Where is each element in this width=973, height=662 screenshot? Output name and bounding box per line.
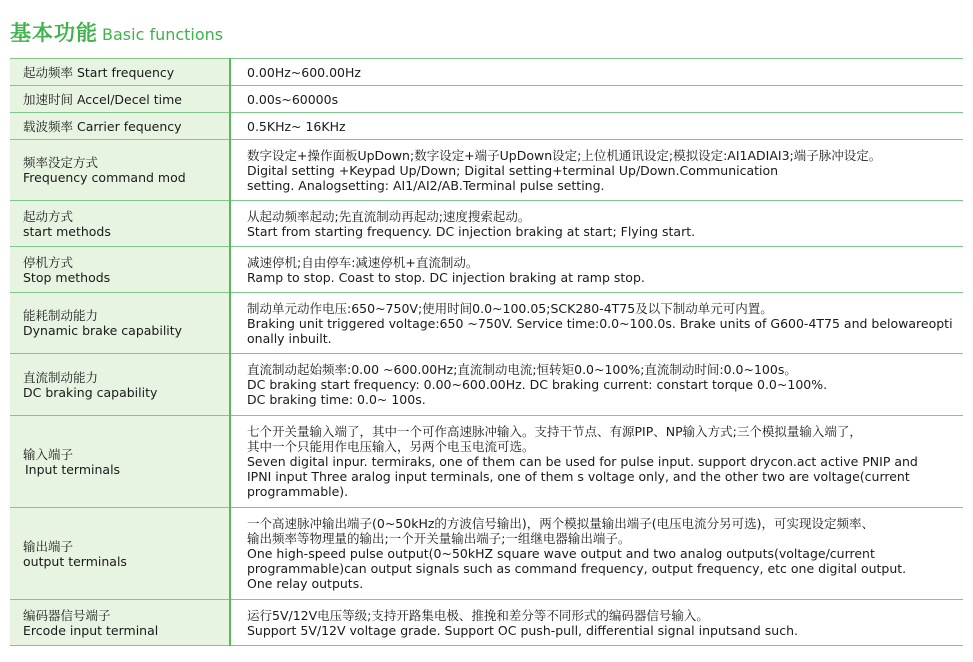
row-value	[230, 416, 963, 508]
spec-table	[10, 58, 963, 646]
label-line: Dynamic brake capability	[23, 323, 183, 338]
value-line: One relay outputs.	[247, 576, 364, 591]
row-label	[10, 354, 230, 416]
label-line: Frequency command mod	[23, 170, 186, 185]
value-line: Start from starting frequency. DC injection braking at start; Flying start.	[247, 223, 696, 239]
label-line: 停机方式	[23, 254, 74, 270]
row-value	[230, 201, 963, 247]
label-line: Input terminals	[25, 461, 121, 477]
row-label	[10, 140, 230, 201]
label-line: 起动频率 Start frequency	[23, 64, 175, 80]
label-line: 输入端子	[23, 446, 74, 462]
value-line: programmable)can output signals such as command frequency, output frequency, etc one digital output.	[247, 561, 907, 576]
row-label	[10, 113, 230, 140]
table-row	[10, 247, 963, 293]
label-line: 加速时间 Accel/Decel time	[23, 91, 182, 107]
row-value	[230, 247, 963, 293]
table-row	[10, 416, 963, 508]
label-line: Ercode input terminal	[23, 622, 159, 638]
row-value	[230, 140, 963, 201]
table-row	[10, 201, 963, 247]
value-line: DC braking time: 0.0~ 100s.	[247, 392, 426, 407]
value-line: 七个开关量输入端了，其中一个可作高速脉冲输入。支持干节点、有源PIP、NP输入方式;三个模拟量输入端了，	[247, 424, 862, 439]
value-line: onally inbuilt.	[247, 330, 332, 346]
value-line: 0.00s~60000s	[247, 91, 339, 107]
label-line: 频率没定方式	[23, 155, 99, 170]
label-line: 直流制动能力	[23, 369, 99, 385]
row-value	[230, 113, 963, 140]
table-row	[10, 113, 963, 140]
table-row	[10, 600, 963, 646]
value-line: 一个高速脉冲输出端子(0~50kHz的方波信号输出)，两个模拟量输出端子(电压电流分另可选)，可实现设定频率、	[247, 516, 875, 531]
label-line: 载波频率 Carrier fequency	[23, 118, 182, 134]
value-line: 0.5KHz~ 16KHz	[247, 118, 346, 134]
label-line: 输出端子	[23, 538, 74, 554]
row-value	[230, 508, 963, 600]
value-line: 其中一个只能用作电压输入，另两个电玉电流可选。	[247, 439, 535, 454]
row-label	[10, 59, 230, 86]
value-line: 减速停机;自由停车:减速停机+直流制动。	[247, 254, 479, 270]
value-line: 制动单元动作电压:650~750V;使用时间0.0~100.05;SCK280-4T75及以下制动单元可内置。	[247, 300, 773, 316]
row-value	[230, 59, 963, 86]
table-row	[10, 59, 963, 86]
value-line: Braking unit triggered voltage:650 ~750V. Service time:0.0~100.0s. Brake units of G600-4T75 and belowareopti	[247, 315, 953, 331]
label-line: DC braking capability	[23, 384, 158, 400]
value-line: 直流制动起始频率:0.00 ~600.00Hz;直流制动电流;恒转矩0.0~100%;直流制动时间:0.0~100s。	[247, 362, 797, 377]
label-line: start methods	[23, 223, 111, 239]
value-line: Digital setting +Keypad Up/Down; Digital setting+terminal Up/Down.Communication	[247, 162, 779, 178]
value-line: setting. Analogsetting: AI1/AI2/AB.Terminal pulse setting.	[247, 177, 605, 193]
value-line: 从起动频率起动;先直流制动再起动;速度搜索起动。	[247, 208, 531, 224]
row-label	[10, 86, 230, 113]
value-line: 0.00Hz~600.00Hz	[247, 64, 361, 80]
row-label	[10, 247, 230, 293]
row-label	[10, 508, 230, 600]
row-label	[10, 416, 230, 508]
page-title-en: Basic functions	[102, 25, 224, 44]
table-row	[10, 508, 963, 600]
page-title-cn: 基本功能	[10, 21, 98, 45]
label-line: Stop methods	[23, 269, 111, 285]
row-label	[10, 293, 230, 354]
label-line: 编码器信号端子	[23, 607, 111, 623]
row-value	[230, 293, 963, 354]
label-line: output terminals	[23, 553, 127, 569]
table-row	[10, 293, 963, 354]
value-line: 数字设定+操作面板UpDown;数字设定+端子UpDown设定;上位机通讯设定;模拟设定:AI1ADIAI3;端子脉冲设定。	[247, 147, 882, 163]
table-row	[10, 140, 963, 201]
value-line: programmable).	[247, 484, 349, 499]
label-line: 起动方式	[23, 208, 74, 224]
label-line: 能耗制动能力	[23, 308, 99, 323]
value-line: Support 5V/12V voltage grade. Support OC push-pull, differential signal inputsand such.	[247, 622, 798, 638]
row-label	[10, 600, 230, 646]
value-line: 输出频率等物理量的输出;一个开关量输出端子;一组继电器输出端子。	[247, 531, 631, 546]
value-line: IPNI input Three aralog input terminals, one of them s voltage only, and the other two are voltage(current	[247, 469, 910, 484]
value-line: 运行5V/12V电压等级;支持开路集电极、推挽和差分等不同形式的编码器信号输入。	[247, 607, 709, 623]
table-row	[10, 86, 963, 113]
page-title	[10, 18, 223, 48]
value-line: One high-speed pulse output(0~50kHZ square wave output and two analog outputs(voltage/current	[247, 546, 875, 561]
value-line: Ramp to stop. Coast to stop. DC injection braking at ramp stop.	[247, 269, 645, 285]
row-value	[230, 86, 963, 113]
table-row	[10, 354, 963, 416]
value-line: Seven digital inpur. termiraks, one of them can be used for pulse input. support drycon.act active PNIP and	[247, 454, 918, 469]
row-value	[230, 354, 963, 416]
row-value	[230, 600, 963, 646]
value-line: DC braking start frequency: 0.00~600.00Hz. DC braking current: constart torque 0.0~100%.	[247, 377, 828, 392]
row-label	[10, 201, 230, 247]
